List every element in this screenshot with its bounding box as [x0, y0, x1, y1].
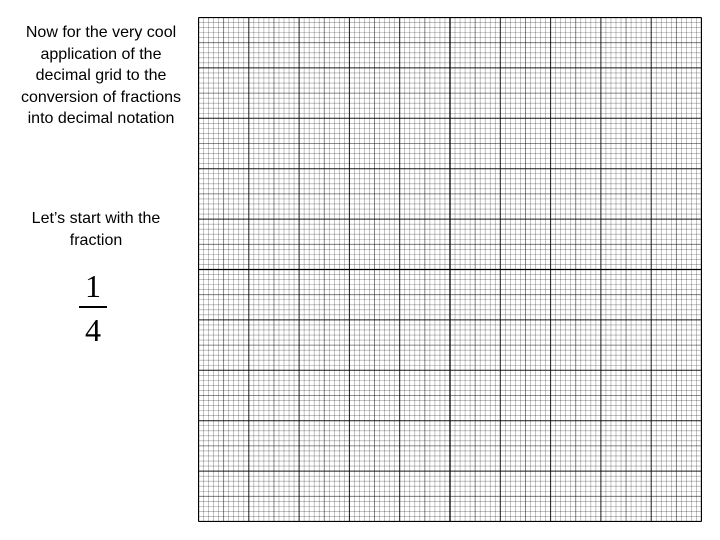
fraction-bar — [79, 306, 107, 308]
decimal-grid — [198, 17, 702, 522]
grid-lines — [199, 18, 702, 522]
fraction-denominator: 4 — [85, 311, 101, 348]
fraction — [76, 270, 110, 348]
fraction-numerator: 1 — [85, 268, 101, 304]
start-text: Let’s start with the fraction — [31, 210, 161, 249]
intro-text: Now for the very cool application of the decimal grid to the conversion of fractions into decimal notation — [20, 24, 182, 127]
